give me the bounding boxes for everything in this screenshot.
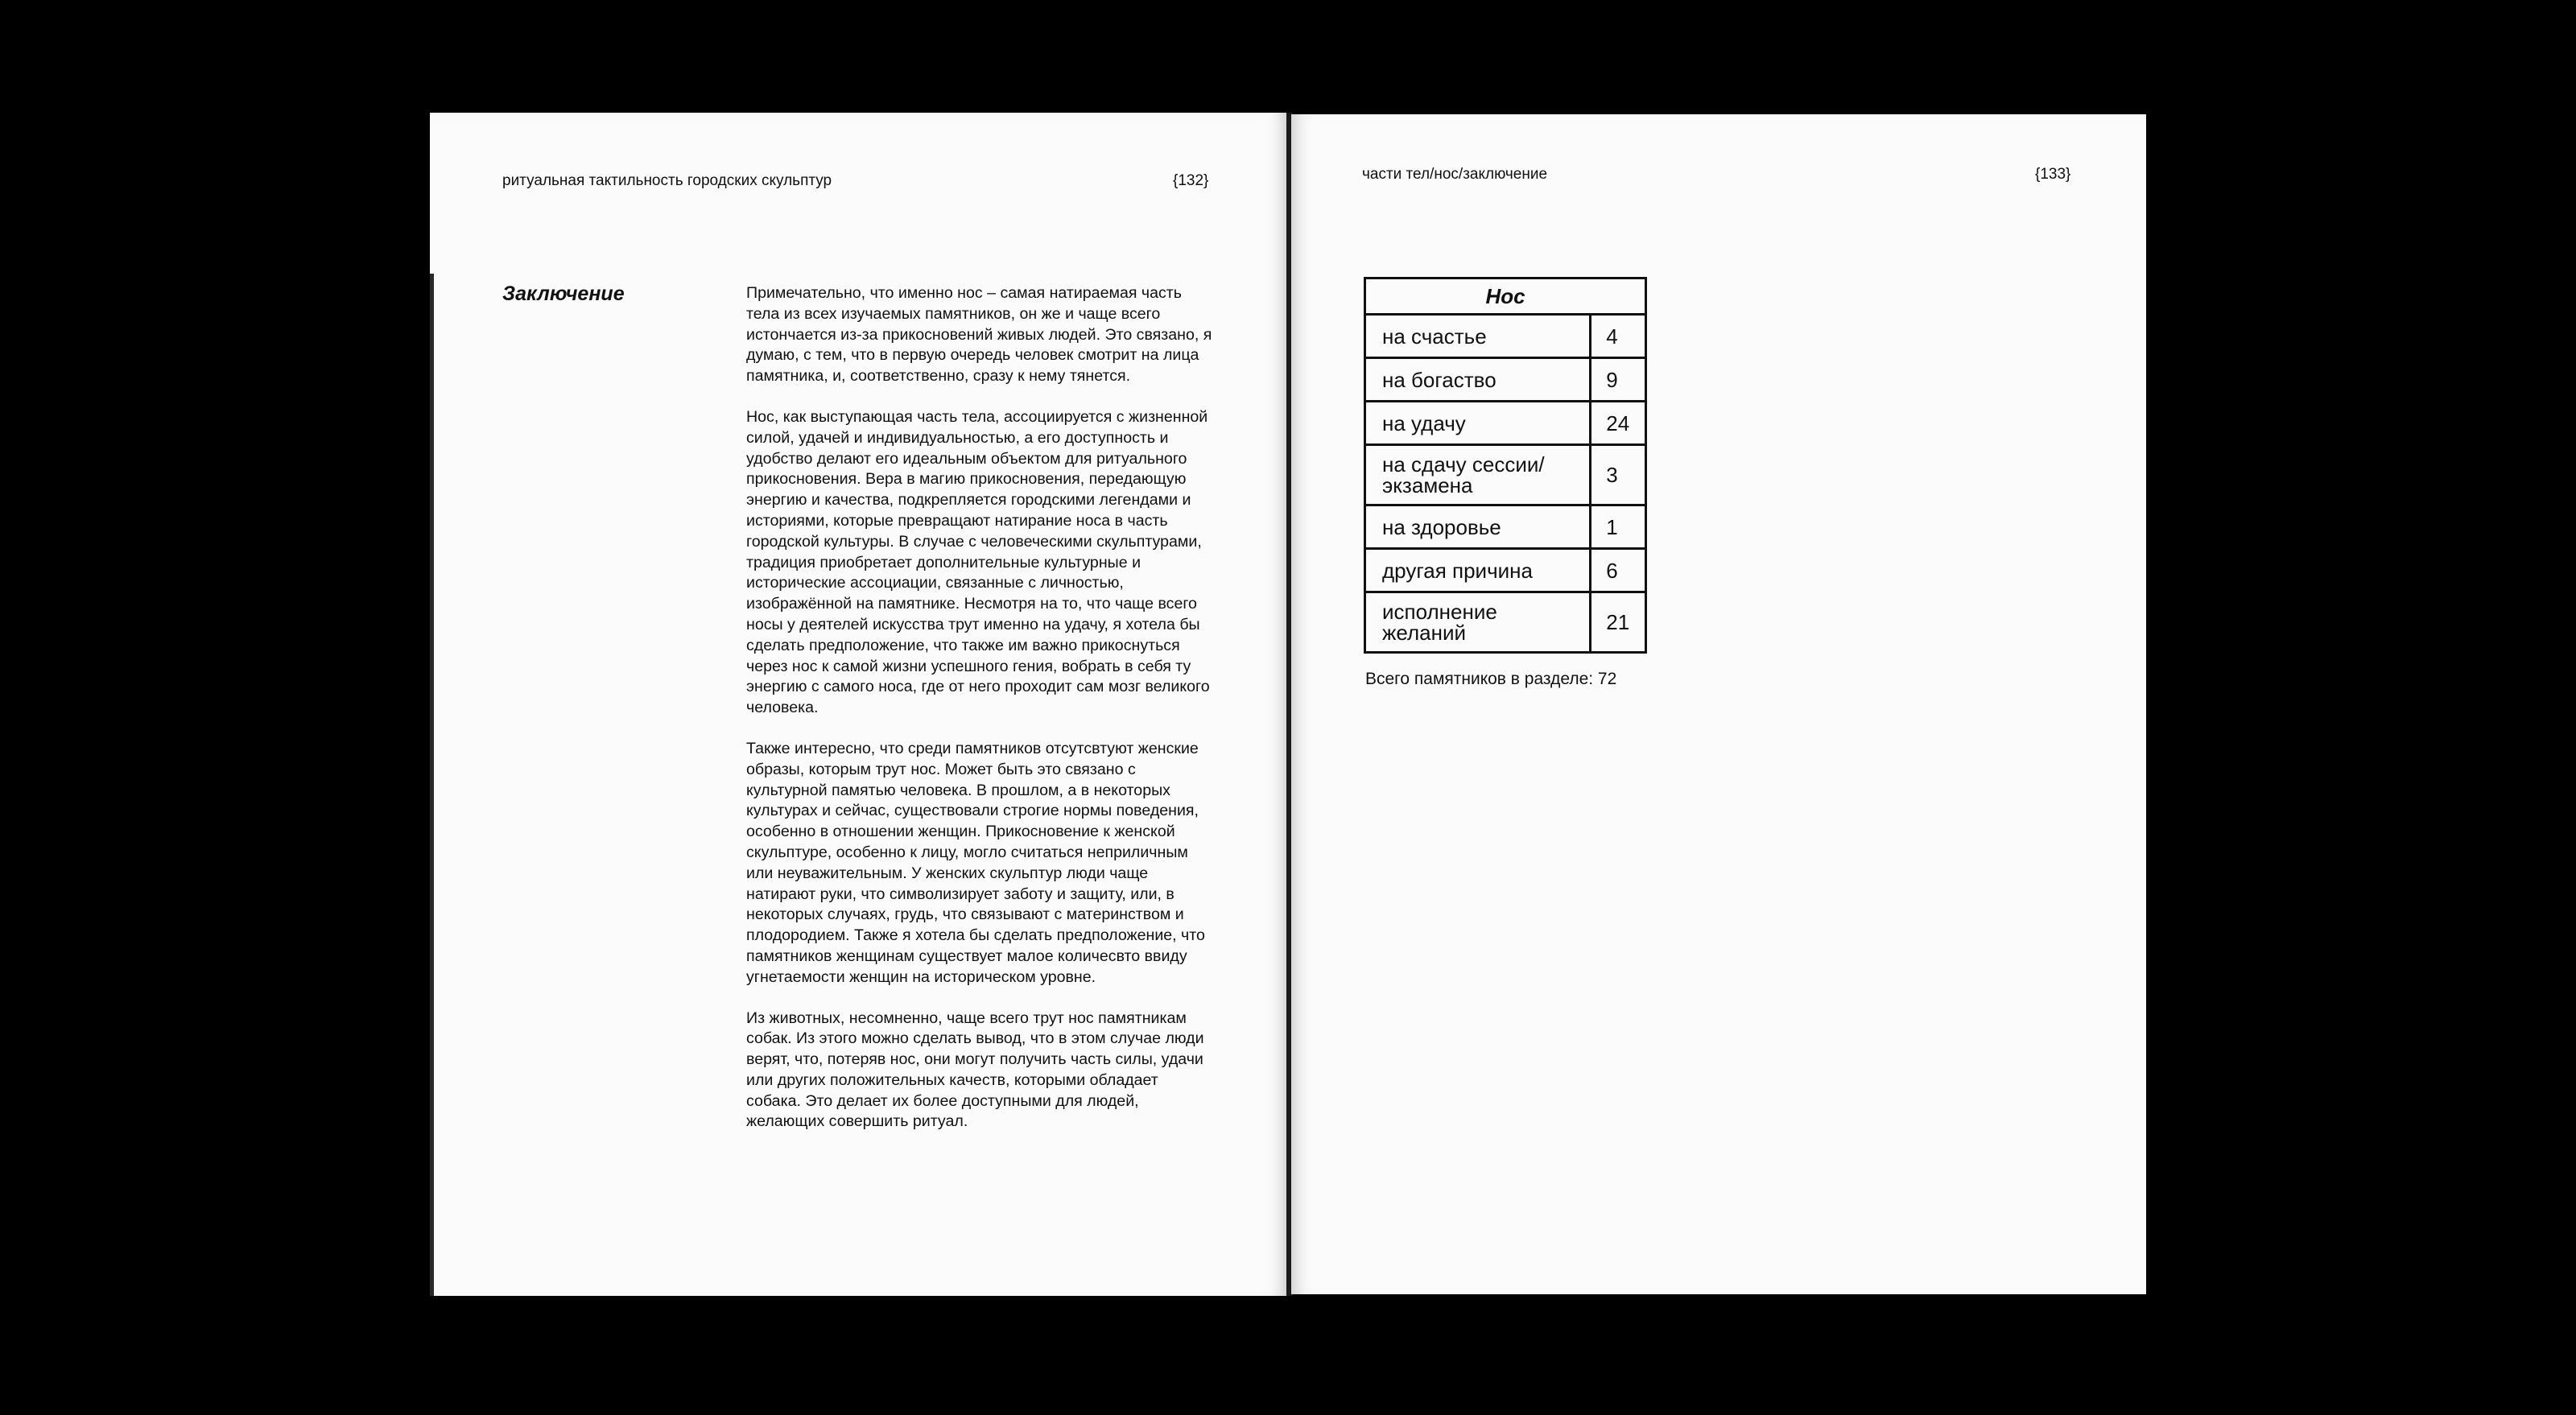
paragraph: Нос, как выступающая часть тела, ассоциируется с жизненной силой, удачей и индивидуальностью, а его доступность и удобство делают его идеальным объектом для ритуального прикосновения. Вера в магию прикосновения, передающую энергию и качества, подкрепляется городскими легендами и историями, которые превращают натирание носа в часть городской культуры. В случае с человеческими скульптурами, традиция приобретает дополнительные культурные и исторические ассоциации, связанные с личностью, изображённой на памятнике. Несмотря на то, что чаще всего носы у деятелей искусства трут именно на удачу, я хотела бы сделать предположение, что также им важно прикоснуться через нос к самой жизни успешного гения, вобрать в себя ту энергию с самого носа, где от него проходит сам мозг великого человека. <box>746 407 1210 717</box>
row-label: другая причина <box>1365 549 1591 592</box>
table-row <box>1365 549 1646 592</box>
left-page <box>430 113 1288 1296</box>
table-row <box>1365 315 1646 358</box>
row-label: на сдачу сессии/ экзамена <box>1365 445 1591 505</box>
row-value: 1 <box>1591 505 1646 549</box>
running-title-right: части тел/нос/заключение <box>1362 166 1548 183</box>
row-label: на богаство <box>1365 358 1591 402</box>
row-value: 24 <box>1591 402 1646 445</box>
section-title: Заключение <box>502 283 625 305</box>
nose-stats-table <box>1364 277 1647 654</box>
table-header: Нос <box>1365 278 1646 315</box>
row-value: 3 <box>1591 445 1646 505</box>
right-page <box>1291 114 2146 1294</box>
paragraph: Примечательно, что именно нос – самая натираемая часть тела из всех изучаемых памятников, он же и чаще всего истончается из-за прикосновений живых людей. Это связано, я думаю, с тем, что в первую очередь человек смотрит на лица памятника, и, соответственно, сразу к нему тянется. <box>746 284 1212 386</box>
total-count: Всего памятников в разделе: 72 <box>1365 670 1617 688</box>
row-label: на здоровье <box>1365 505 1591 549</box>
row-label: на удачу <box>1365 402 1591 445</box>
paragraph: Из животных, несомненно, чаще всего трут нос памятникам собак. Из этого можно сделать вывод, что в этом случае люди верят, что, потеряв нос, они могут получить часть силы, удачи или других положительных качеств, которыми обладает собака. Это делает их более доступными для людей, желающих совершить ритуал. <box>746 1009 1204 1131</box>
row-value: 4 <box>1591 315 1646 358</box>
row-value: 9 <box>1591 358 1646 402</box>
table-row <box>1365 592 1646 653</box>
row-value: 6 <box>1591 549 1646 592</box>
row-label: исполнение желаний <box>1365 592 1591 653</box>
table-row <box>1365 445 1646 505</box>
book-edge <box>430 274 434 1296</box>
page-number-left: {132} <box>1173 172 1209 189</box>
table-row <box>1365 358 1646 402</box>
table-row <box>1365 402 1646 445</box>
paragraph: Также интересно, что среди памятников отсутсвтуют женские образы, которым трут нос. Может быть это связано с культурной памятью человека. В прошлом, а в некоторых культурах и сейчас, существовали строгие нормы поведения, особенно в отношении женщин. Прикосновение к женской скульптуре, особенно к лицу, могло считаться неприличным или неуважительным. У женских скульптур люди чаще натирают руки, что символизирует заботу и защиту, или, в некоторых случаях, грудь, что связывают с материнством и плодородием. Также я хотела бы сделать предположение, что памятников женщинам существует малое количесвто ввиду угнетаемости женщин на историческом уровне. <box>746 739 1205 986</box>
row-label: на счастье <box>1365 315 1591 358</box>
running-title-left: ритуальная тактильность городских скульптур <box>502 172 832 189</box>
page-number-right: {133} <box>2035 166 2071 183</box>
row-value: 21 <box>1591 592 1646 653</box>
body-text <box>746 283 1213 1153</box>
table-row <box>1365 505 1646 549</box>
